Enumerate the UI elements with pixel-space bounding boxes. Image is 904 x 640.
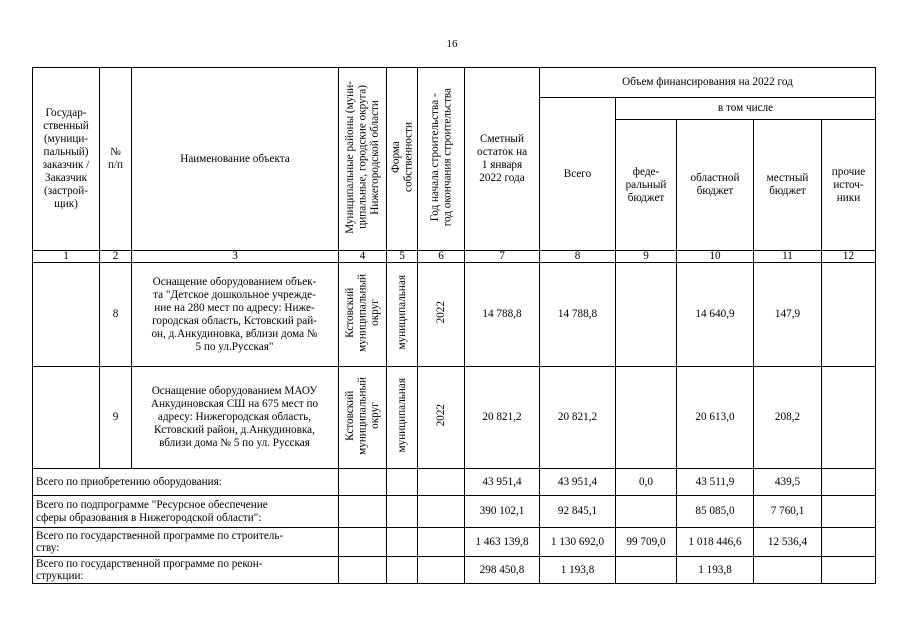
local-cell: 208,2 [754, 367, 822, 469]
summary-other [822, 528, 876, 557]
header-years: Год начала строительства - год окончания строительства [418, 68, 465, 251]
header-number: № п/п [100, 68, 132, 251]
summary-row [33, 528, 876, 557]
total-cell: 20 821,2 [540, 367, 616, 469]
other-cell [822, 367, 876, 469]
column-number: 9 [616, 251, 677, 263]
header-estimate: Сметный остаток на 1 января 2022 года [465, 68, 540, 251]
row-number: 9 [100, 367, 132, 469]
summary-label: Всего по подпрограмме "Ресурсное обеспечение сферы образования в Нижегородской области": [33, 496, 339, 528]
column-number: 6 [418, 251, 465, 263]
summary-label: Всего по государственной программе по рекон- струкции: [33, 557, 339, 584]
column-number: 4 [339, 251, 387, 263]
summary-label: Всего по приобретению оборудования: [33, 469, 339, 496]
summary-federal: 0,0 [616, 469, 677, 496]
object-name: Оснащение оборудованием объек- та "Детское дошкольное учрежде- ние на 280 мест по адресу: Ниже- городская область, Кстовский рай- он, д.Анкудиновка, вблизи дома № 5 по ул.Русская" [132, 263, 339, 367]
year-cell: 2022 [418, 367, 465, 469]
regional-cell: 20 613,0 [677, 367, 754, 469]
column-number: 3 [132, 251, 339, 263]
summary-estimate: 1 463 139,8 [465, 528, 540, 557]
table-row [33, 263, 876, 367]
customer-cell [33, 263, 100, 367]
summary-regional: 1 018 446,6 [677, 528, 754, 557]
header-financing: Объем финансирования на 2022 год [540, 68, 876, 98]
summary-row [33, 496, 876, 528]
header-ownership: Форма собственности [387, 68, 418, 251]
column-number: 11 [754, 251, 822, 263]
header-local: местный бюджет [754, 120, 822, 251]
column-number: 5 [387, 251, 418, 263]
regional-cell: 14 640,9 [677, 263, 754, 367]
year-cell: 2022 [418, 263, 465, 367]
column-number: 7 [465, 251, 540, 263]
customer-cell [33, 367, 100, 469]
summary-row [33, 557, 876, 584]
estimate-cell: 20 821,2 [465, 367, 540, 469]
summary-other [822, 557, 876, 584]
column-number: 8 [540, 251, 616, 263]
other-cell [822, 263, 876, 367]
summary-total: 92 845,1 [540, 496, 616, 528]
federal-cell [616, 367, 677, 469]
header-districts: Муниципальные районы (муни- ципальные, городские округа) Нижегородской области [339, 68, 387, 251]
financing-table [32, 67, 876, 584]
summary-estimate: 298 450,8 [465, 557, 540, 584]
column-number: 12 [822, 251, 876, 263]
summary-local: 12 536,4 [754, 528, 822, 557]
summary-local: 439,5 [754, 469, 822, 496]
header-object-name: Наименование объекта [132, 68, 339, 251]
header-other: прочие источ- ники [822, 120, 876, 251]
column-number: 10 [677, 251, 754, 263]
summary-row [33, 469, 876, 496]
summary-regional: 43 511,9 [677, 469, 754, 496]
summary-estimate: 390 102,1 [465, 496, 540, 528]
column-number-row [33, 251, 876, 263]
summary-total: 1 130 692,0 [540, 528, 616, 557]
header-regional: областной бюджет [677, 120, 754, 251]
summary-total: 43 951,4 [540, 469, 616, 496]
ownership-cell: муниципальная [387, 367, 418, 469]
summary-regional: 1 193,8 [677, 557, 754, 584]
object-name: Оснащение оборудованием МАОУ Анкудиновская СШ на 675 мест по адресу: Нижегородская область, Кстовский район, д.Анкудиновка, вблизи дома № 5 по ул. Русская [132, 367, 339, 469]
summary-federal: 99 709,0 [616, 528, 677, 557]
federal-cell [616, 263, 677, 367]
table-row [33, 367, 876, 469]
summary-label: Всего по государственной программе по строитель- ству: [33, 528, 339, 557]
column-number: 1 [33, 251, 100, 263]
header-including: в том числе [616, 98, 876, 120]
estimate-cell: 14 788,8 [465, 263, 540, 367]
summary-local: 7 760,1 [754, 496, 822, 528]
page-number: 16 [446, 38, 458, 50]
summary-estimate: 43 951,4 [465, 469, 540, 496]
summary-regional: 85 085,0 [677, 496, 754, 528]
summary-total: 1 193,8 [540, 557, 616, 584]
header-customer: Государ- ственный (муници- пальный) заказчик / Заказчик (застрой- щик) [33, 68, 100, 251]
summary-local [754, 557, 822, 584]
summary-other [822, 496, 876, 528]
total-cell: 14 788,8 [540, 263, 616, 367]
header-total: Всего [540, 98, 616, 251]
header-federal: феде- ральный бюджет [616, 120, 677, 251]
ownership-cell: муниципальная [387, 263, 418, 367]
summary-other [822, 469, 876, 496]
summary-federal [616, 557, 677, 584]
row-number: 8 [100, 263, 132, 367]
local-cell: 147,9 [754, 263, 822, 367]
summary-federal [616, 496, 677, 528]
district-cell: Кстовский муниципальный округ [339, 367, 387, 469]
column-number: 2 [100, 251, 132, 263]
district-cell: Кстовский муниципальный округ [339, 263, 387, 367]
